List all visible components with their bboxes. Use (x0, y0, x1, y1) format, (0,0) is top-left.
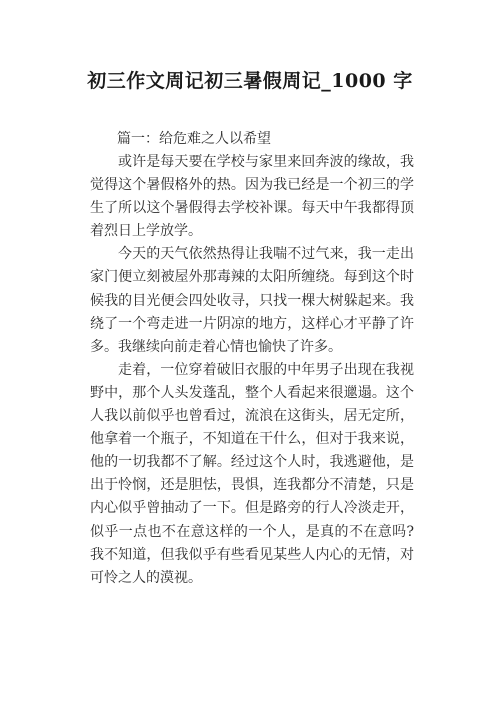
paragraph-2: 今天的天气依然热得让我喘不过气来，我一走出家门便立刻被屋外那毒辣的太阳所缠绕。每到这个时候我的目光便会四处收寻，只找一棵大树躲起来。我绕了一个弯走进一片阴凉的地方，这样心才平静了许多。我继续向前走着心情也愉快了许多。 (90, 246, 414, 355)
article-body (90, 151, 414, 590)
section-heading: 篇一：给危难之人以希望 (117, 131, 271, 147)
page-title: 初三作文周记初三暑假周记_1000 字 (87, 70, 413, 92)
paragraph-3: 走着，一位穿着破旧衣服的中年男子出现在我视野中，那个人头发蓬乱，整个人看起来很邋遢。这个人我以前似乎也曾看过，流浪在这街头，居无定所，他拿着一个瓶子，不知道在干什么，但对于我来说，他的一切我都不了解。经过这个人时，我逃避他，是出于怜悯，还是胆怯，畏惧，连我都分不清楚，只是内心似乎曾抽动了一下。但是路旁的行人冷淡走开，似乎一点也不在意这样的一个人，是真的不在意吗?我不知道，但我似乎有些看见某些人内心的无情，对可怜之人的漠视。 (90, 361, 414, 586)
paragraph-1: 或许是每天要在学校与家里来回奔波的缘故，我觉得这个暑假格外的热。因为我已经是一个初三的学生了所以这个暑假得去学校补课。每天中午我都得顶着烈日上学放学。 (90, 154, 414, 240)
